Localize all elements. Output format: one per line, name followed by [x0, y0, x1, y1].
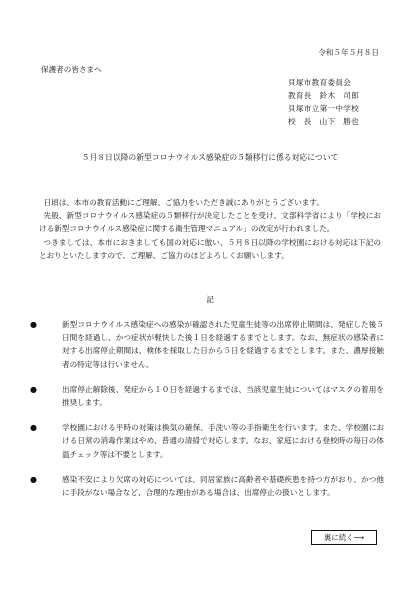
- bullet-item: [30, 318, 384, 371]
- issue-date: 令和５年５月８日: [318, 48, 379, 57]
- bullet-item: [30, 383, 384, 409]
- bullet-text: 感染不安により欠席の対応については、同居家族に高齢者や基礎疾患を持つ方がおり、かつ他に手段がない場合など、合理的な理由がある場合は、出席停止の扱いとします。: [62, 474, 384, 498]
- ki-heading: 記: [206, 295, 214, 304]
- bullet-text: 新型コロナウイルス感染症への感染が確認された児童生徒等の出席停止期間は、発症した後５日間を経過し、かつ症状が軽快した後１日を経過するまでとします。なお、無症状の感染者に対する出席停止期間は、検体を採取した日から５日を経過するまでとします。また、濃厚接触者の特定等は行いません。: [62, 320, 384, 369]
- document-title: ５月８日以降の新型コロナウイルス感染症の５類移行に係る対応について: [81, 153, 339, 162]
- bullet-dot-icon: ●: [30, 384, 37, 394]
- continue-on-back-label: 裏に続く⟶: [311, 530, 377, 545]
- bullet-item: [30, 421, 384, 461]
- sender-line: 貝塚市立第一中学校: [288, 104, 360, 113]
- bullet-item: [30, 473, 384, 499]
- body-paragraph: 先般、新型コロナウイルス感染症の５類移行が決定したことを受け、文部科学省により「学校における新型コロナウイルス感染症に関する衛生管理マニュアル」の改定が行われました。: [39, 211, 381, 234]
- bullet-dot-icon: ●: [30, 423, 37, 433]
- addressee: 保護者の皆さまへ: [41, 65, 102, 74]
- body-text: [39, 196, 381, 262]
- bullet-list: [30, 318, 384, 511]
- sender-line: 校 長 山下 勝也: [288, 117, 360, 126]
- body-paragraph: 日頃は、本市の教育活動にご理解、ご協力をいただき誠にありがとうございます。: [43, 198, 324, 207]
- body-paragraph: つきましては、本市におきましても国の対応に倣い、５月８日以降の学校園における対応は下記のとおりといたしますので、ご理解、ご協力のほどよろしくお願いします。: [39, 237, 381, 260]
- sender-block: [288, 76, 398, 128]
- sender-line: 貝塚市教育委員会: [288, 78, 352, 87]
- bullet-text: 出席停止解除後、発症から１０日を経過するまでは、当該児童生徒についてはマスクの着用を推奨します。: [62, 384, 384, 408]
- bullet-text: 学校園における平時の対策は換気の確保、手洗い等の手指衛生を行います。また、学校園における日常の消毒作業はやめ、普通の清掃で対応します。なお、家庭における登校時の毎日の体温チェック等は不要とします。: [62, 423, 384, 459]
- sender-line: 教育長 鈴木 司郎: [288, 91, 360, 100]
- bullet-dot-icon: ●: [30, 320, 37, 329]
- bullet-dot-icon: ●: [30, 474, 37, 484]
